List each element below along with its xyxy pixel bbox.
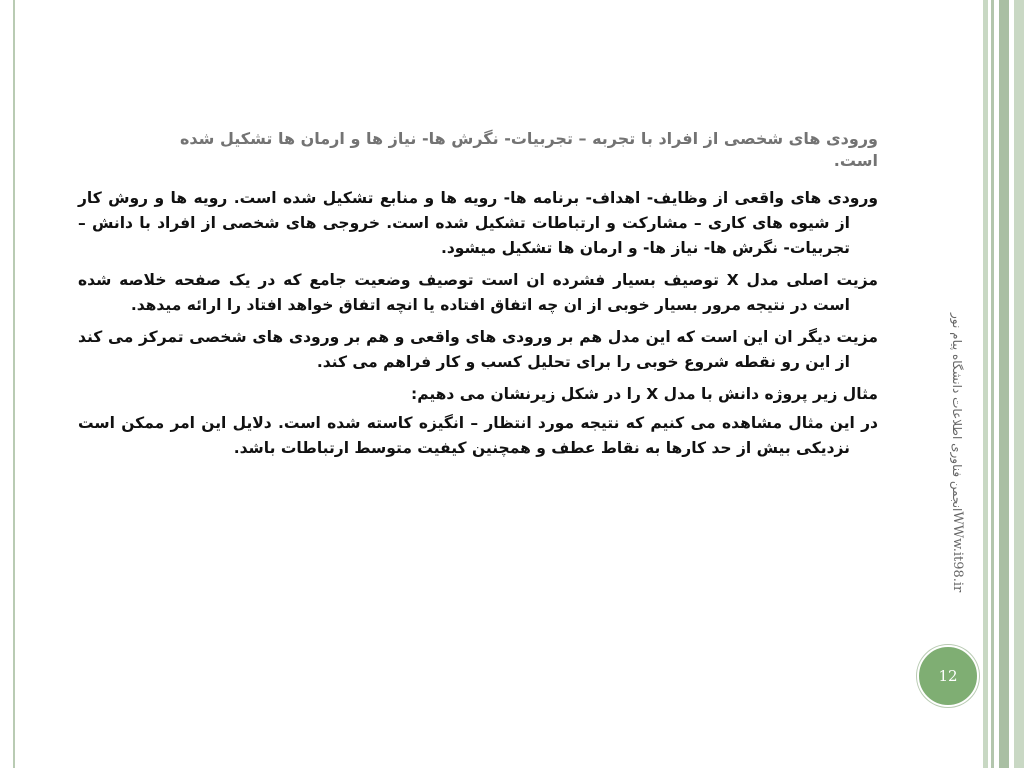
body-paragraph: در این مثال مشاهده می کنیم که نتیجه مورد انتظار – انگیزه کاسته شده است. دلایل این امر ممکن است نزدیکی بیش از حد کارها به نقاط عطف و همچنین کیفیت متوسط ارتباطات باشد. [78, 414, 878, 457]
body-paragraph: ورودی های واقعی از وظایف- اهداف- برنامه ها- رویه ها و منابع تشکیل شده است. رویه ها و روش کار از شیوه های کاری – مشارکت و ارتباطات تشکیل شده است. خروجی های شخصی از افراد با دانش – تجربیات- نگرش ها- نیاز ها- و ارمان ها تشکیل میشود. [78, 189, 878, 257]
slide-body [78, 186, 878, 468]
body-paragraph: مثال زیر پروژه دانش با مدل X را در شکل زیرنشان می دهیم: [411, 385, 878, 403]
right-rail-stripe [991, 0, 994, 768]
right-rail-stripe [1014, 0, 1024, 768]
left-frame-line [13, 0, 15, 768]
side-footer-text [949, 262, 965, 592]
page-number-badge: 12 [917, 645, 979, 707]
body-paragraph: مزیت دیگر ان این است که این مدل هم بر ورودی های واقعی و هم بر ورودی های شخصی تمرکز می کند از این رو نقطه شروع خوبی را برای تحلیل کسب و کار فراهم می کند. [78, 328, 878, 371]
side-url: WWw.it98.ir [950, 511, 965, 592]
right-rail-stripe [999, 0, 1009, 768]
slide-title: ورودی های شخصی از افراد با تجربه – تجربیات- نگرش ها- نیاز ها و ارمان ها تشکیل شده است. [179, 129, 878, 170]
right-rail-stripe [983, 0, 988, 768]
body-paragraph: مزیت اصلی مدل X توصیف بسیار فشرده ان است توصیف وضعیت جامع که در یک صفحه خلاصه شده است در نتیجه مرور بسیار خوبی از ان چه اتفاق افتاده یا انچه اتفاق خواهد افتاد را ارائه میدهد. [78, 271, 878, 314]
side-label: انجمن فناوری اطلاعات دانشگاه پیام نور [950, 312, 964, 512]
